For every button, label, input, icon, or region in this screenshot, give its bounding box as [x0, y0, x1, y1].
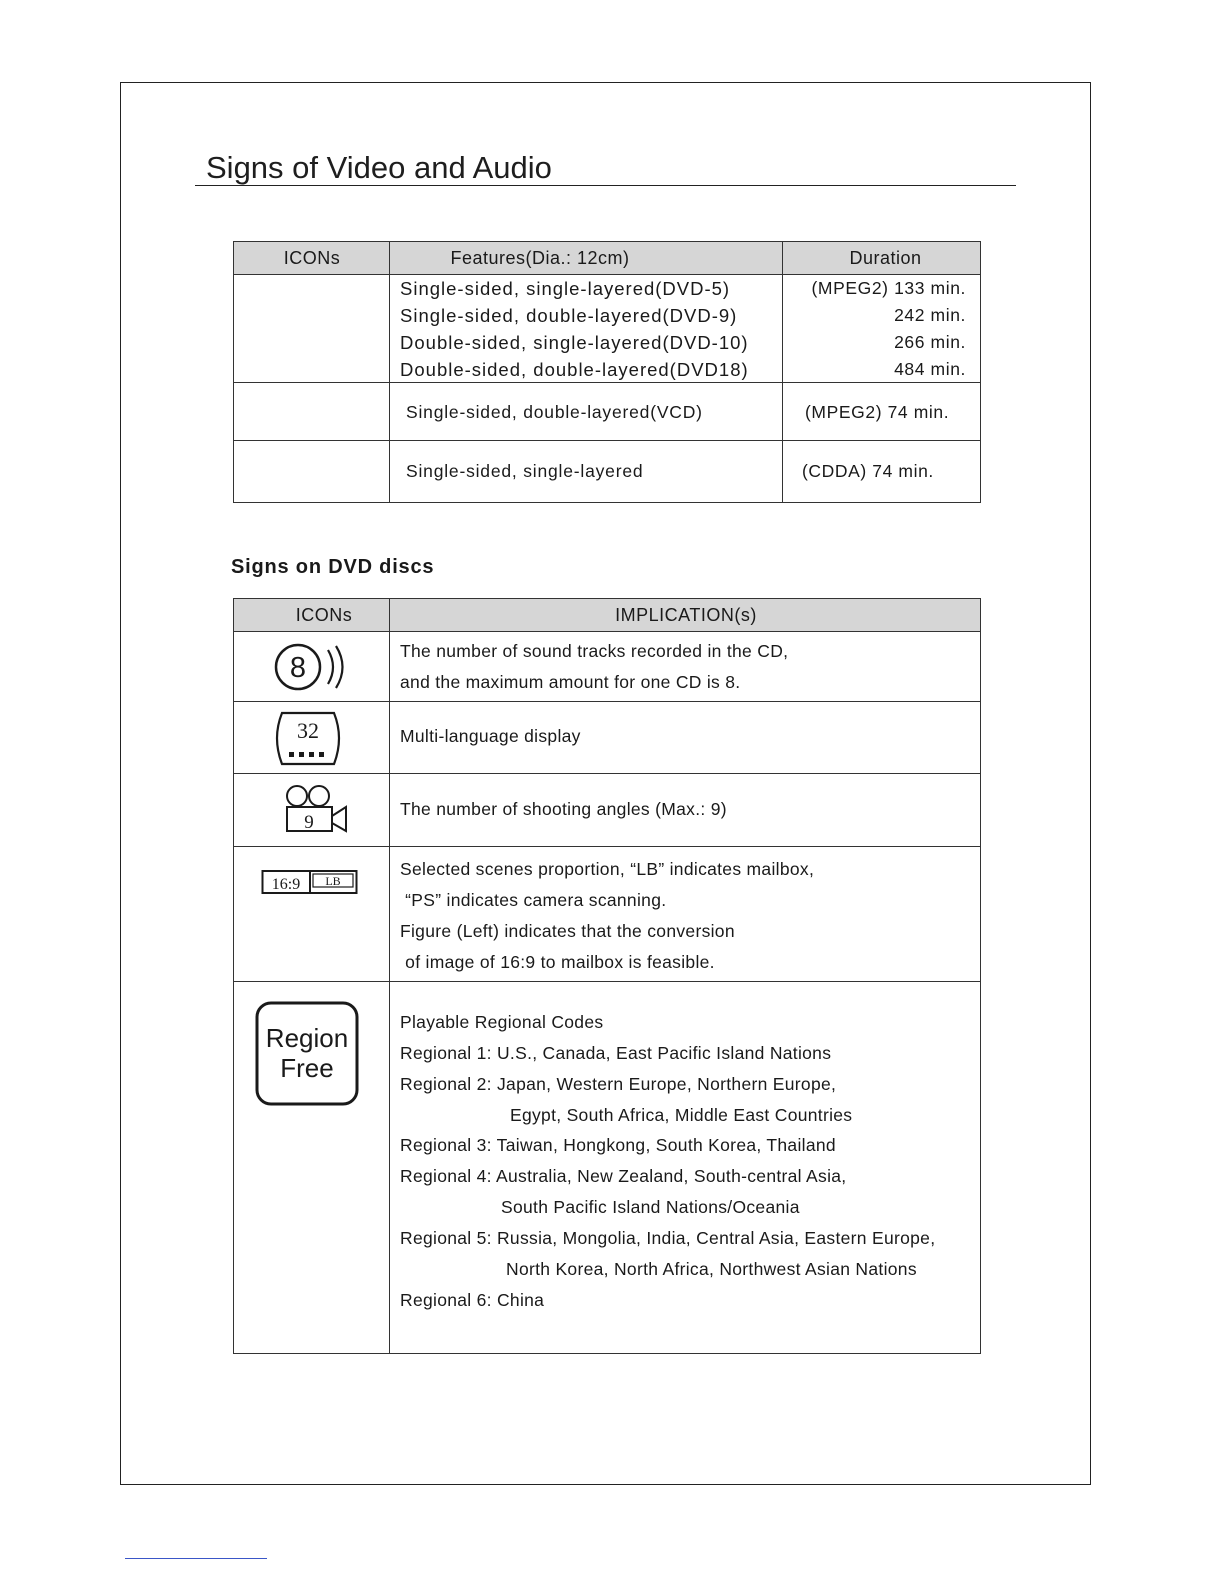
implication-text: “PS” indicates camera scanning.: [400, 890, 667, 910]
header-implication: IMPLICATION(s): [615, 605, 757, 625]
title-underline: [195, 185, 1016, 186]
section-title: Signs on DVD discs: [231, 556, 435, 578]
implication-text: South Pacific Island Nations/Oceania: [501, 1197, 800, 1217]
table-row: [234, 274, 980, 382]
feature-text: Double-sided, double-layered(DVD18): [400, 359, 749, 380]
feature-text: Single-sided, double-layered(VCD): [406, 402, 703, 422]
header-icons: ICONs: [295, 605, 353, 625]
table-header-row: [234, 242, 980, 274]
icon-label: Region: [265, 1023, 349, 1053]
implication-text: Regional 1: U.S., Canada, East Pacific Island Nations: [400, 1043, 832, 1063]
duration-text: (MPEG2) 133 min.: [811, 278, 966, 298]
footer-line: [125, 1558, 267, 1559]
table-row: [234, 440, 980, 502]
table-row: [234, 773, 980, 846]
camera-angle-icon: [284, 784, 350, 834]
implication-text: of image of 16:9 to mailbox is feasible.: [400, 952, 715, 972]
feature-text: Single-sided, single-layered(DVD-5): [400, 278, 731, 299]
icon-label: 8: [289, 652, 307, 684]
implication-text: Playable Regional Codes: [400, 1012, 604, 1032]
disc-signs-table: [233, 598, 981, 1354]
duration-text: (CDDA) 74 min.: [802, 461, 934, 481]
aspect-ratio-icon: [261, 869, 359, 897]
column-divider: [389, 599, 390, 1353]
table-row: [234, 631, 980, 701]
icon-label: 9: [304, 812, 314, 833]
implication-text: Regional 6: China: [400, 1290, 545, 1310]
header-duration: Duration: [849, 248, 922, 268]
implication-text: Regional 2: Japan, Western Europe, Northern Europe,: [400, 1074, 837, 1094]
icon-label: 32: [297, 718, 319, 743]
table-header-row: [234, 599, 980, 631]
feature-text: Single-sided, single-layered: [406, 461, 644, 481]
duration-text: (MPEG2) 74 min.: [805, 402, 950, 422]
implication-text: The number of sound tracks recorded in the CD,: [400, 641, 789, 661]
duration-text: 266 min.: [894, 332, 966, 352]
audio-tracks-icon: [272, 642, 354, 692]
column-divider: [782, 242, 783, 502]
feature-text: Double-sided, single-layered(DVD-10): [400, 332, 749, 353]
header-icons: ICONs: [283, 248, 341, 268]
icon-label: LB: [325, 874, 341, 888]
disc-types-table: [233, 241, 981, 503]
region-free-icon: [254, 1000, 360, 1108]
icon-label: Free: [280, 1053, 334, 1083]
implication-text: Selected scenes proportion, “LB” indicates mailbox,: [400, 859, 815, 879]
implication-text: Regional 3: Taiwan, Hongkong, South Korea, Thailand: [400, 1135, 836, 1155]
header-features: Features(Dia.: 12cm): [450, 248, 630, 268]
implication-text: and the maximum amount for one CD is 8.: [400, 672, 741, 692]
column-divider: [389, 242, 390, 502]
implication-text: The number of shooting angles (Max.: 9): [400, 799, 727, 819]
subtitle-language-icon: [272, 710, 348, 768]
table-row: [234, 382, 980, 440]
implication-text: Figure (Left) indicates that the conversion: [400, 921, 735, 941]
implication-text: Multi-language display: [400, 726, 581, 746]
implication-text: Regional 5: Russia, Mongolia, India, Central Asia, Eastern Europe,: [400, 1228, 936, 1248]
implication-text: North Korea, North Africa, Northwest Asian Nations: [506, 1259, 917, 1279]
table-row: [234, 701, 980, 773]
table-row: [234, 846, 980, 981]
implication-text: Regional 4: Australia, New Zealand, South-central Asia,: [400, 1166, 847, 1186]
page-title: Signs of Video and Audio: [206, 150, 552, 185]
table-row: [234, 981, 980, 1355]
icon-label: 16:9: [271, 876, 301, 893]
duration-text: 242 min.: [894, 305, 966, 325]
duration-text: 484 min.: [894, 359, 966, 379]
feature-text: Single-sided, double-layered(DVD-9): [400, 305, 738, 326]
implication-text: Egypt, South Africa, Middle East Countries: [510, 1105, 853, 1125]
